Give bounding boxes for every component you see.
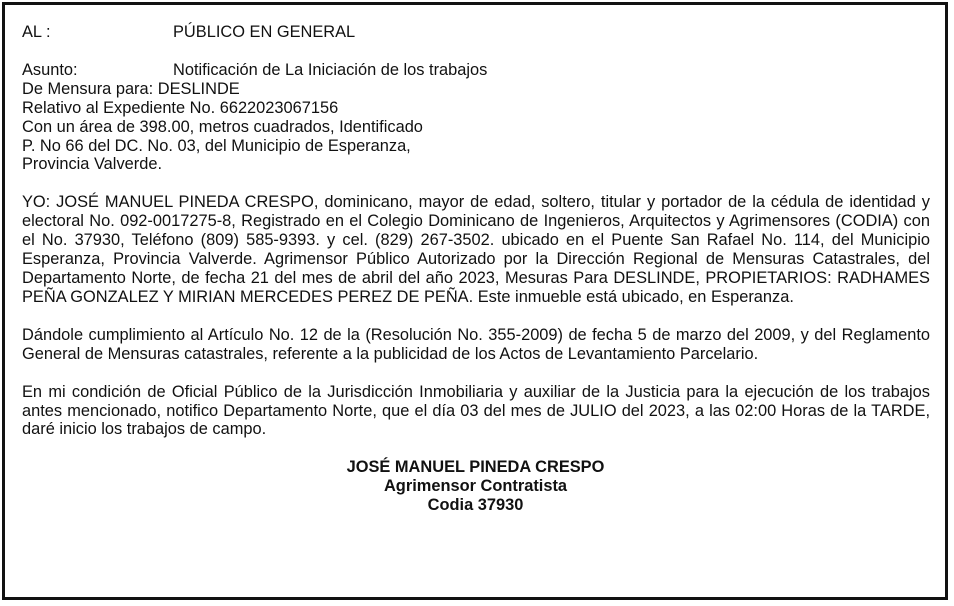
notice-frame	[2, 2, 948, 600]
signature-title: Agrimensor Contratista	[383, 477, 568, 496]
signature-block	[22, 458, 930, 515]
paragraph-declaration: YO: JOSÉ MANUEL PINEDA CRESPO, dominicano, mayor de edad, soltero, titular y portador de la cédula de identidad y electoral No. 092-0017275-8, Registrado en el Colegio Dominicano de Ingenieros, Arquitectos y Agrimensores (CODIA) con el No. 37930, Teléfono (809) 585-9393. y cel. (829) 267-3502. ubicado en el Puente San Rafael No. 114, del Municipio Esperanza, Provincia Valverde. Agrimensor Público Autorizado por la Dirección Regional de Mensuras Catastrales, del Departamento Norte, de fecha 21 del mes de abril del año 2023, Mesuras Para DESLINDE, PROPIETARIOS: RADHAMES PEÑA GONZALEZ Y MIRIAN MERCEDES PEREZ DE PEÑA. Este inmueble está ubicado, en Esperanza.	[22, 193, 930, 306]
paragraph-notification: En mi condición de Oficial Público de la Jurisdicción Inmobiliaria y auxiliar de la Justicia para la ejecución de los trabajos antes mencionado, notifico Departamento Norte, que el día 03 del mes de JULIO del 2023, a las 02:00 Horas de la TARDE, daré inicio los trabajos de campo.	[22, 382, 930, 439]
subject-row	[22, 61, 930, 80]
to-row	[22, 23, 930, 42]
signature-license: Codia 37930	[427, 496, 524, 515]
paragraph-compliance: Dándole cumplimiento al Artículo No. 12 de la (Resolución No. 355-2009) de fecha 5 de marzo del 2009, y del Reglamento General de Mensuras catastrales, referente a la publicidad de los Actos de Levantamiento Parcelario.	[22, 325, 930, 363]
detail-line: De Mensura para: DESLINDE	[22, 79, 240, 98]
subject-value: Notificación de La Iniciación de los trabajos	[173, 60, 488, 79]
subject-label: Asunto:	[22, 60, 78, 79]
to-value: PÚBLICO EN GENERAL	[173, 23, 356, 41]
detail-line: Provincia Valverde.	[22, 155, 162, 174]
signature-name: JOSÉ MANUEL PINEDA CRESPO	[346, 458, 605, 477]
detail-line: Con un área de 398.00, metros cuadrados, Identificado	[22, 117, 423, 136]
notice-content	[22, 23, 930, 515]
to-label: AL :	[22, 23, 51, 41]
detail-line: Relativo al Expediente No. 6622023067156	[22, 98, 339, 117]
detail-line: P. No 66 del DC. No. 03, del Municipio de Esperanza,	[22, 136, 411, 155]
